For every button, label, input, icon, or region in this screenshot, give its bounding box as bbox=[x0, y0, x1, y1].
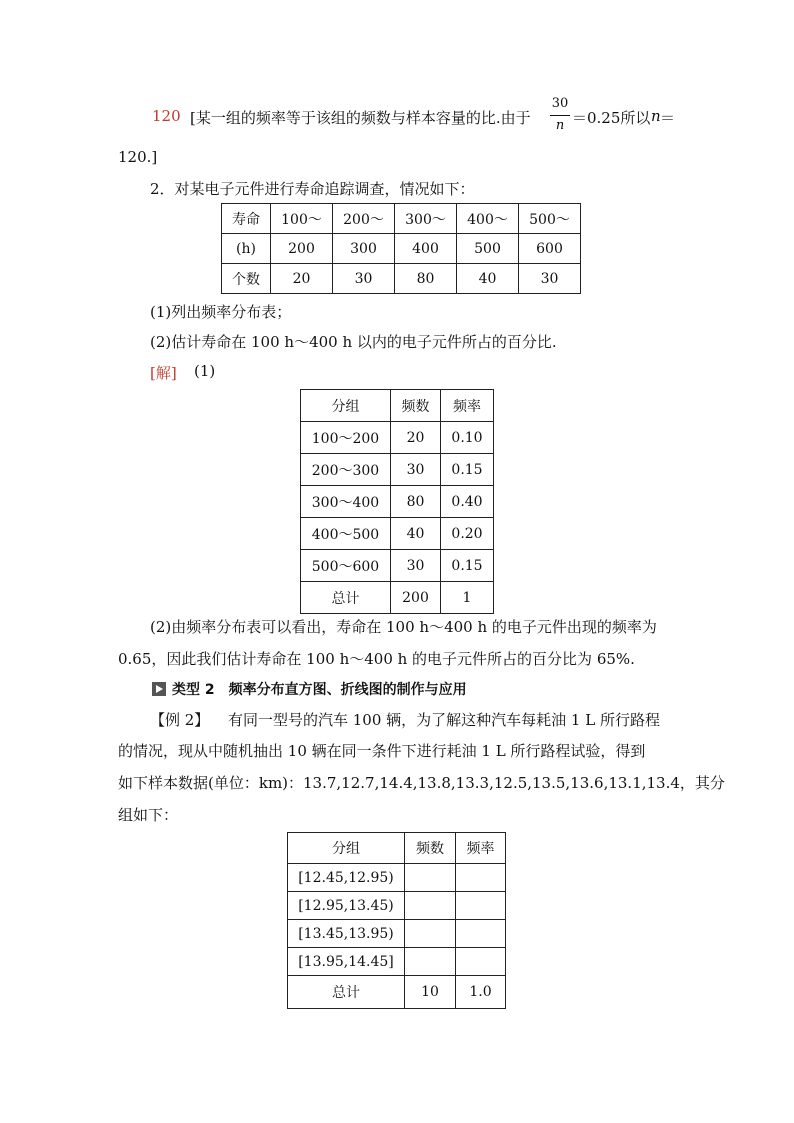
table-cell: 40 bbox=[457, 264, 519, 294]
lifetime-data-table bbox=[221, 203, 581, 294]
fraction-denominator: n bbox=[555, 118, 565, 133]
grouping-table bbox=[287, 832, 506, 1009]
table-cell: 30 bbox=[333, 264, 395, 294]
table-cell: 30 bbox=[391, 550, 441, 582]
table-cell: [13.45,13.95) bbox=[288, 920, 405, 948]
table-cell: 100～200 bbox=[301, 422, 391, 454]
table-cell: 200～300 bbox=[301, 454, 391, 486]
answer-explanation-post: ＝0.25所以 bbox=[572, 109, 651, 127]
table-cell: 30 bbox=[391, 454, 441, 486]
table-cell: 300 bbox=[333, 234, 395, 264]
table-cell bbox=[456, 864, 506, 892]
table-cell bbox=[456, 920, 506, 948]
table-cell: [12.45,12.95) bbox=[288, 864, 405, 892]
table-cell: 20 bbox=[271, 264, 333, 294]
table-cell: 300～400 bbox=[301, 486, 391, 518]
table-cell: 500～ bbox=[519, 204, 581, 234]
table-cell: 500 bbox=[457, 234, 519, 264]
example-2-line-3: 如下样本数据(单位：km)：13.7,12.7,14.4,13.8,13.3,12.5,13.5,13.6,13.1,13.4，其分 bbox=[118, 774, 725, 792]
header-group: 分组 bbox=[301, 390, 391, 422]
table-cell: 20 bbox=[391, 422, 441, 454]
table-cell: 400 bbox=[395, 234, 457, 264]
table-cell: 0.20 bbox=[441, 518, 494, 550]
table-cell: 1.0 bbox=[456, 976, 506, 1009]
table-cell bbox=[405, 948, 456, 976]
table-cell: 400～ bbox=[457, 204, 519, 234]
table-cell: 10 bbox=[405, 976, 456, 1009]
header-frequency: 频数 bbox=[391, 390, 441, 422]
example-2-label: 【例 2】 bbox=[150, 711, 210, 729]
header-relative-frequency: 频率 bbox=[441, 390, 494, 422]
example-2-line-2: 的情况，现从中随机抽出 10 辆在同一条件下进行耗油 1 L 所行路程试验，得到 bbox=[118, 742, 646, 760]
table-cell: 200 bbox=[391, 582, 441, 614]
section-heading-type-2 bbox=[152, 679, 467, 699]
table-cell: 80 bbox=[395, 264, 457, 294]
header-relative-frequency: 频率 bbox=[456, 833, 506, 864]
conclusion-line-2: 0.65，因此我们估计寿命在 100 h～400 h 的电子元件所占的百分比为 65%. bbox=[118, 650, 635, 668]
table-cell: 30 bbox=[519, 264, 581, 294]
frequency-distribution-table bbox=[300, 389, 494, 614]
example-2-line-4: 组如下： bbox=[118, 806, 179, 824]
table-cell: 0.15 bbox=[441, 550, 494, 582]
answer-value: 120 bbox=[152, 107, 181, 125]
table-cell: 200～ bbox=[333, 204, 395, 234]
example-2-line-1: 有同一型号的汽车 100 辆，为了解这种汽车每耗油 1 L 所行路程 bbox=[228, 711, 660, 729]
answer-continuation: 120.] bbox=[118, 148, 158, 166]
part-2-prompt: (2)估计寿命在 100 h～400 h 以内的电子元件所占的百分比. bbox=[150, 333, 557, 351]
table-cell: [13.95,14.45] bbox=[288, 948, 405, 976]
table-cell: 0.15 bbox=[441, 454, 494, 486]
table-cell bbox=[405, 920, 456, 948]
table-head-count: 个数 bbox=[222, 264, 271, 294]
question-2-stem: 2．对某电子元件进行寿命追踪调查，情况如下： bbox=[150, 180, 475, 198]
table-cell: 0.10 bbox=[441, 422, 494, 454]
variable-n: n bbox=[651, 107, 661, 125]
table-head-lifetime: 寿命 bbox=[222, 204, 271, 234]
table-cell: [12.95,13.45) bbox=[288, 892, 405, 920]
table-cell: 300～ bbox=[395, 204, 457, 234]
fraction-bar bbox=[550, 115, 570, 116]
table-cell: 200 bbox=[271, 234, 333, 264]
header-group: 分组 bbox=[288, 833, 405, 864]
table-cell: 总计 bbox=[288, 976, 405, 1009]
header-frequency: 频数 bbox=[405, 833, 456, 864]
table-cell bbox=[456, 948, 506, 976]
table-cell bbox=[405, 864, 456, 892]
table-cell: 100～ bbox=[271, 204, 333, 234]
equals-sign: ＝ bbox=[660, 109, 676, 127]
table-cell: 1 bbox=[441, 582, 494, 614]
table-cell: 400～500 bbox=[301, 518, 391, 550]
fraction-numerator: 30 bbox=[551, 96, 569, 111]
table-cell: 0.40 bbox=[441, 486, 494, 518]
play-triangle-icon bbox=[152, 682, 166, 696]
solution-label: [解] bbox=[150, 364, 177, 382]
solution-part-1: (1) bbox=[194, 362, 216, 380]
table-cell: 500～600 bbox=[301, 550, 391, 582]
table-cell: 600 bbox=[519, 234, 581, 264]
conclusion-line-1: (2)由频率分布表可以看出，寿命在 100 h～400 h 的电子元件出现的频率为 bbox=[150, 618, 657, 636]
table-cell bbox=[405, 892, 456, 920]
section-heading-text: 类型 2 频率分布直方图、折线图的制作与应用 bbox=[172, 682, 467, 698]
part-1-prompt: (1)列出频率分布表； bbox=[150, 303, 292, 321]
table-cell: 总计 bbox=[301, 582, 391, 614]
table-head-unit: (h) bbox=[222, 234, 271, 264]
table-cell: 80 bbox=[391, 486, 441, 518]
table-cell bbox=[456, 892, 506, 920]
answer-explanation: [某一组的频率等于该组的频数与样本容量的比.由于 bbox=[190, 109, 531, 127]
table-cell: 40 bbox=[391, 518, 441, 550]
